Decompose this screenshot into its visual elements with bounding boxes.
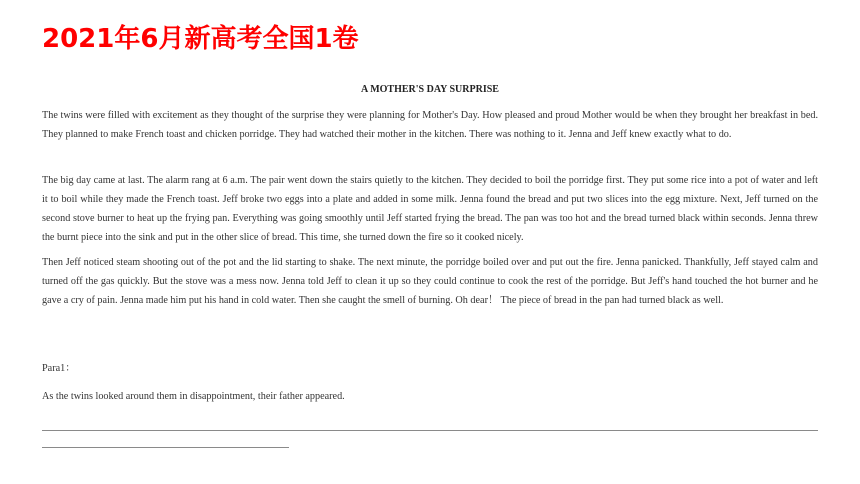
answer-line (42, 447, 289, 448)
story-title: A MOTHER'S DAY SURPRISE (361, 84, 499, 95)
story-paragraph-1: The twins were filled with excitement as they thought of the surprise they were planning for Mother's Day. How pleased and proud Mother would be when they brought her breakfast in bed. They planned to make French toast and chicken porridge. They had watched their mother in the kitchen. There was nothing to it. Jenna and Jeff knew exactly what to do. (42, 110, 818, 140)
continuation-opening-sentence: As the twins looked around them in disappointment, their father appeared. (42, 391, 345, 402)
answer-line (42, 430, 818, 431)
paragraph-1-label: Para1： (42, 363, 76, 374)
exam-heading: 2021年6月新高考全国1卷 (42, 24, 359, 54)
story-paragraph-2: The big day came at last. The alarm rang at 6 a.m. The pair went down the stairs quietly to the kitchen. They decided to boil the porridge first. They put some rice into a pot of water and left it to boil while they made the French toast. Jeff broke two eggs into a plate and added in some milk. Jenna found the bread and put two slices into the egg mixture. Next, Jeff turned on the second stove burner to heat up the frying pan. Everything was going smoothly until Jeff started frying the bread. The pan was too hot and the bread turned black within seconds. Jenna threw the burnt piece into the sink and put in the other slice of bread. This time, she turned down the fire so it cooked nicely. (42, 175, 818, 243)
story-paragraph-3: Then Jeff noticed steam shooting out of the pot and the lid starting to shake. The next minute, the porridge boiled over and put out the fire. Jenna panicked. Thankfully, Jeff stayed calm and turned off the gas quickly. But the stove was a mess now. Jenna told Jeff to clean it up so they could continue to cook the rest of the porridge. But Jeff's hand touched the hot burner and he gave a cry of pain. Jenna made him put his hand in cold water. Then she caught the smell of burning. Oh dear！ The piece of bread in the pan had turned black as well. (42, 257, 818, 306)
